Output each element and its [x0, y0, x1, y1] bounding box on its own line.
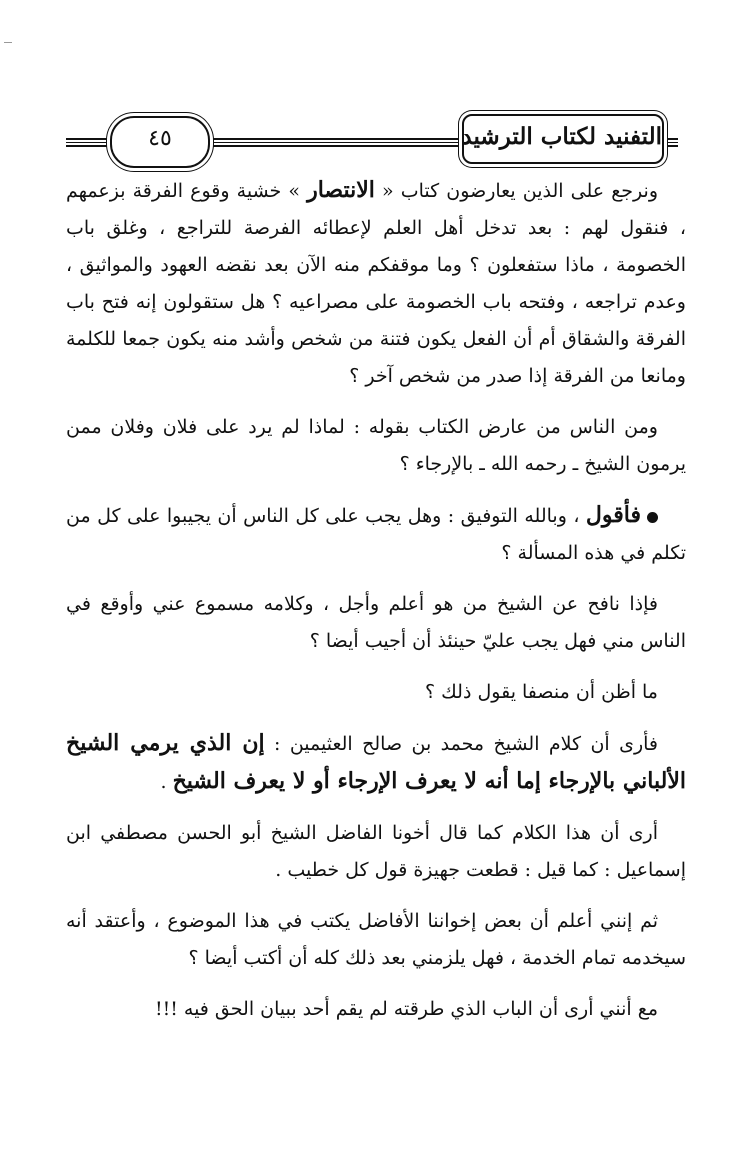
- p2-text: ومن الناس من عارض الكتاب بقوله : لماذا لم يرد على فلان وفلان ممن يرمون الشيخ ـ رحمه الله ـ بالإرجاء ؟: [66, 416, 686, 475]
- paragraph-2: [66, 409, 686, 483]
- paragraph-4: [66, 586, 686, 660]
- p3-lead: [585, 502, 686, 528]
- page-number: ٤٥: [148, 126, 172, 151]
- page-number-frame: [110, 116, 210, 168]
- p3-keyword: فأقول: [585, 502, 641, 528]
- p1-text-start: ونرجع على الذين يعارضون كتاب «: [374, 180, 658, 202]
- running-title-frame: [462, 114, 664, 164]
- p6-text-start: فأرى أن كلام الشيخ محمد بن صالح العثيمين :: [264, 733, 659, 755]
- bullet-icon: [647, 512, 658, 523]
- paragraph-3: [66, 497, 686, 572]
- p1-book-name: الانتصار: [307, 177, 375, 203]
- running-title: التفنيد لكتاب الترشيد: [461, 123, 662, 150]
- p9-text: مع أنني أرى أن الباب الذي طرقته لم يقم أحد ببيان الحق فيه !!!: [154, 998, 658, 1020]
- p5-text: ما أظن أن منصفا يقول ذلك ؟: [425, 681, 658, 703]
- page-header: [66, 108, 678, 170]
- paragraph-6: [66, 725, 686, 801]
- p3-text: ، وبالله التوفيق : وهل يجب على كل الناس أن يجيبوا على كل من تكلم في هذه المسألة ؟: [66, 505, 686, 564]
- p8-text: ثم إنني أعلم أن بعض إخواننا الأفاضل يكتب في هذا الموضوع ، وأعتقد أنه سيخدمه تمام الخدمة ، فهل يلزمني بعد ذلك كله أن أكتب أيضا ؟: [66, 910, 686, 969]
- paragraph-7: [66, 815, 686, 889]
- p4-text: فإذا نافح عن الشيخ من هو أعلم وأجل ، وكلامه مسموع عني وأوقع في الناس مني فهل يجب عليّ حينئذ أن أجيب أيضا ؟: [66, 593, 686, 652]
- paragraph-1: [66, 172, 686, 395]
- p7-text: أرى أن هذا الكلام كما قال أخونا الفاضل الشيخ أبو الحسن مصطفي ابن إسماعيل : كما قيل : قطعت جهيزة قول كل خطيب .: [66, 822, 686, 881]
- paragraph-8: [66, 903, 686, 977]
- p1-text-rest: » خشية وقوع الفرقة بزعمهم ، فنقول لهم : بعد تدخل أهل العلم لإعطائه الفرصة للتراجع ، وغلق باب الخصومة ، ماذا ستفعلون ؟ وما موقفكم منه الآن بعد نقضه العهود والمواثيق ، وعدم تراجعه ، وفتحه باب الخصومة على مصراعيه ؟ هل ستقولون إنه فتح باب الفرقة والشقاق أم أن الفعل يكون فتنة من شخص وأشد منه يكون جمعا للكلمة ومانعا من الفرقة إذا صدر من شخص آخر ؟: [66, 180, 686, 387]
- p6-quote: إن الذي يرمي الشيخ الألباني بالإرجاء إما أنه لا يعرف الإرجاء أو لا يعرف الشيخ: [66, 730, 686, 794]
- scan-edge-mark: [4, 42, 12, 43]
- p6-text-end: .: [160, 771, 173, 793]
- page-body: [66, 172, 686, 1042]
- paragraph-9: [66, 991, 686, 1028]
- paragraph-5: [66, 674, 686, 711]
